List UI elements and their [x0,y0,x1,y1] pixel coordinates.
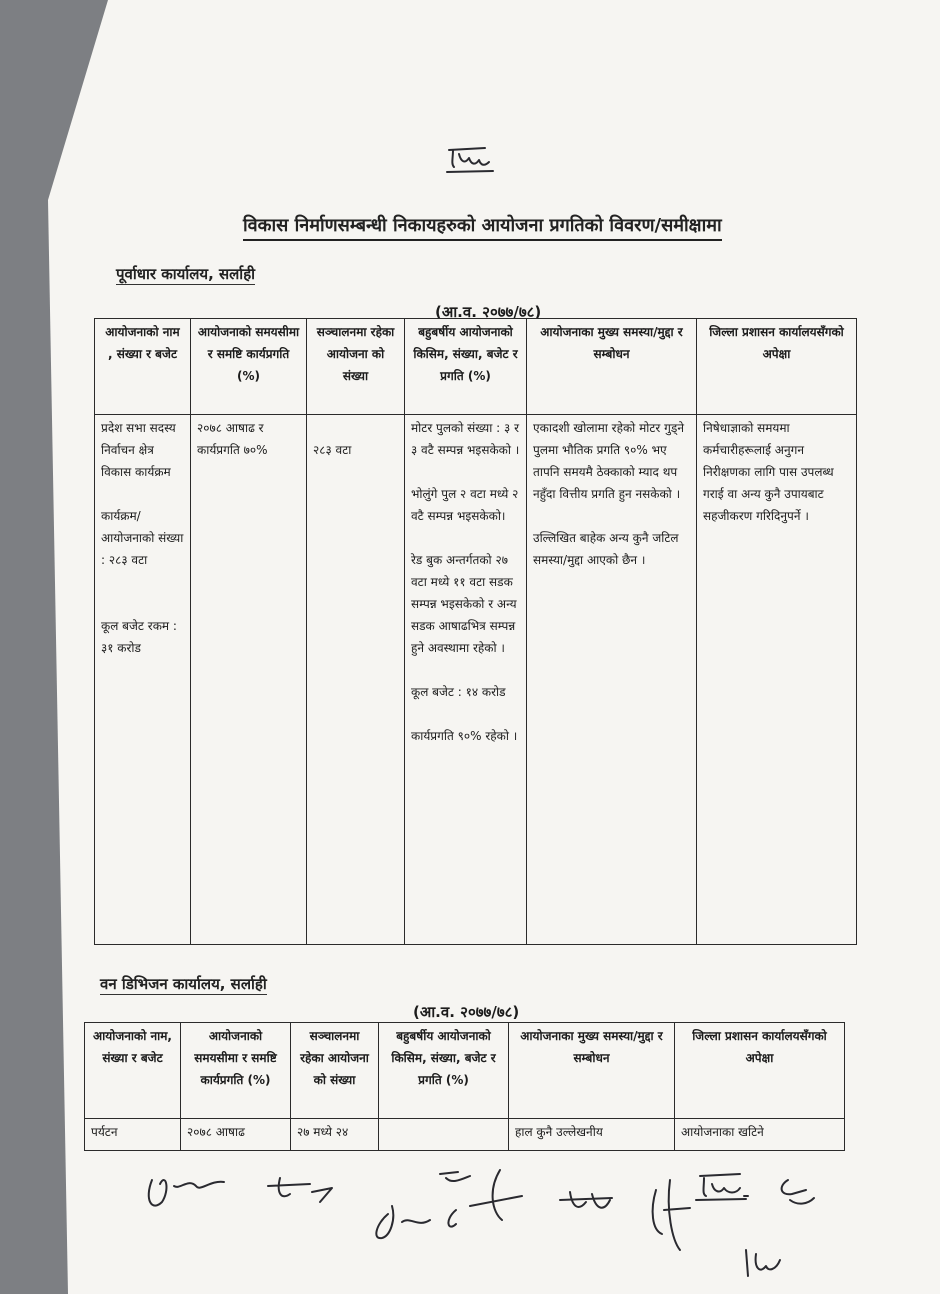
table-row [85,1119,845,1151]
signature-6 [696,1174,748,1200]
signature-5 [653,1180,690,1250]
header-timeline: आयोजनाको समयसीमा र समष्टि कार्यप्रगति (%) [191,319,307,415]
cell-problems: एकादशी खोलामा रहेको मोटर गुड्ने पुलमा भौतिक प्रगति ९०% भए तापनि समयमै ठेक्काको म्याद थप नहुँदा वित्तीय प्रगति हुन नसकेको । उल्लिखित बाहेक अन्य कुनै जटिल समस्या/मुद्दा आएको छैन । [527,415,697,945]
signature-8 [746,1250,780,1276]
cell-expectation: निषेधाज्ञाको समयमा कर्मचारीहरूलाई अनुगन निरीक्षणका लागि पास उपलब्ध गराई वा अन्य कुनै उपायबाट सहजीकरण गरिदिनुपर्ने । [697,415,857,945]
page-title: विकास निर्माणसम्बन्धी निकायहरुको आयोजना प्रगतिको विवरण/समीक्षामा [243,213,722,241]
cell-running-count: २७ मध्ये २४ [291,1119,379,1151]
header-problems: आयोजनाका मुख्य समस्या/मुद्दा र सम्बोधन [527,319,697,415]
forest-table [84,1022,845,1151]
table-header-row [95,319,857,415]
header-problems: आयोजनाका मुख्य समस्या/मुद्दा र सम्बोधन [509,1023,675,1119]
signature-4 [560,1192,612,1208]
table-row [95,415,857,945]
office-name-infrastructure: पूर्वाधार कार्यालय, सर्लाही [116,265,256,283]
table-header-row [85,1023,845,1119]
signature-7 [782,1180,814,1204]
header-multiyear: बहुबर्षीय आयोजनाको किसिम, संख्या, बजेट र प्रगति (%) [379,1023,509,1119]
header-project-name: आयोजनाको नाम , संख्या र बजेट [95,319,191,415]
cell-project-name: पर्यटन [85,1119,181,1151]
infrastructure-table [94,318,857,945]
office-name-forest: वन डिभिजन कार्यालय, सर्लाही [100,975,267,993]
signatures-row [140,1150,830,1290]
cell-multiyear: मोटर पुलको संख्या : ३ र ३ वटै सम्पन्न भइसकेको । भोलुंगे पुल २ वटा मध्ये २ वटै सम्पन्न भइसकेको। रेड बुक अन्तर्गतको २७ वटा मध्ये ११ वटा सडक सम्पन्न भइसकेको र अन्य सडक आषाढभित्र सम्पन्न हुने अवस्थामा रहेको । कूल बजेट : १४ करोड कार्यप्रगति ९०% रहेको । [405,415,527,945]
cell-problems: हाल कुनै उल्लेखनीय [509,1119,675,1151]
cell-expectation: आयोजनाका खटिने [675,1119,845,1151]
cell-timeline: २०७८ आषाढ [181,1119,291,1151]
fiscal-year-1: (आ.व. २०७७/७८) [435,303,542,321]
signature-1 [149,1180,224,1206]
header-multiyear: बहुबर्षीय आयोजनाको किसिम, संख्या, बजेट र प्रगति (%) [405,319,527,415]
fiscal-year-2: (आ.व. २०७७/७८) [413,1003,520,1021]
signature-2 [268,1178,332,1202]
top-initial-signature [445,140,497,176]
cell-multiyear [379,1119,509,1151]
header-timeline: आयोजनाको समयसीमा र समष्टि कार्यप्रगति (%) [181,1023,291,1119]
cell-timeline: २०७८ आषाढ र कार्यप्रगति ७०% [191,415,307,945]
header-expectation: जिल्ला प्रशासन कार्यालयसँगको अपेक्षा [675,1023,845,1119]
header-running-count: सञ्चालनमा रहेका आयोजना को संख्या [307,319,405,415]
header-running-count: सञ्चालनमा रहेका आयोजना को संख्या [291,1023,379,1119]
header-project-name: आयोजनाको नाम, संख्या र बजेट [85,1023,181,1119]
cell-running-count: २८३ वटा [307,415,405,945]
header-expectation: जिल्ला प्रशासन कार्यालयसँगको अपेक्षा [697,319,857,415]
cell-project-name: प्रदेश सभा सदस्य निर्वाचन क्षेत्र विकास कार्यक्रम कार्यक्रम/ आयोजनाको संख्या : २८३ वटा कूल बजेट रकम : ३१ करोड [95,415,191,945]
signature-3 [376,1170,522,1238]
